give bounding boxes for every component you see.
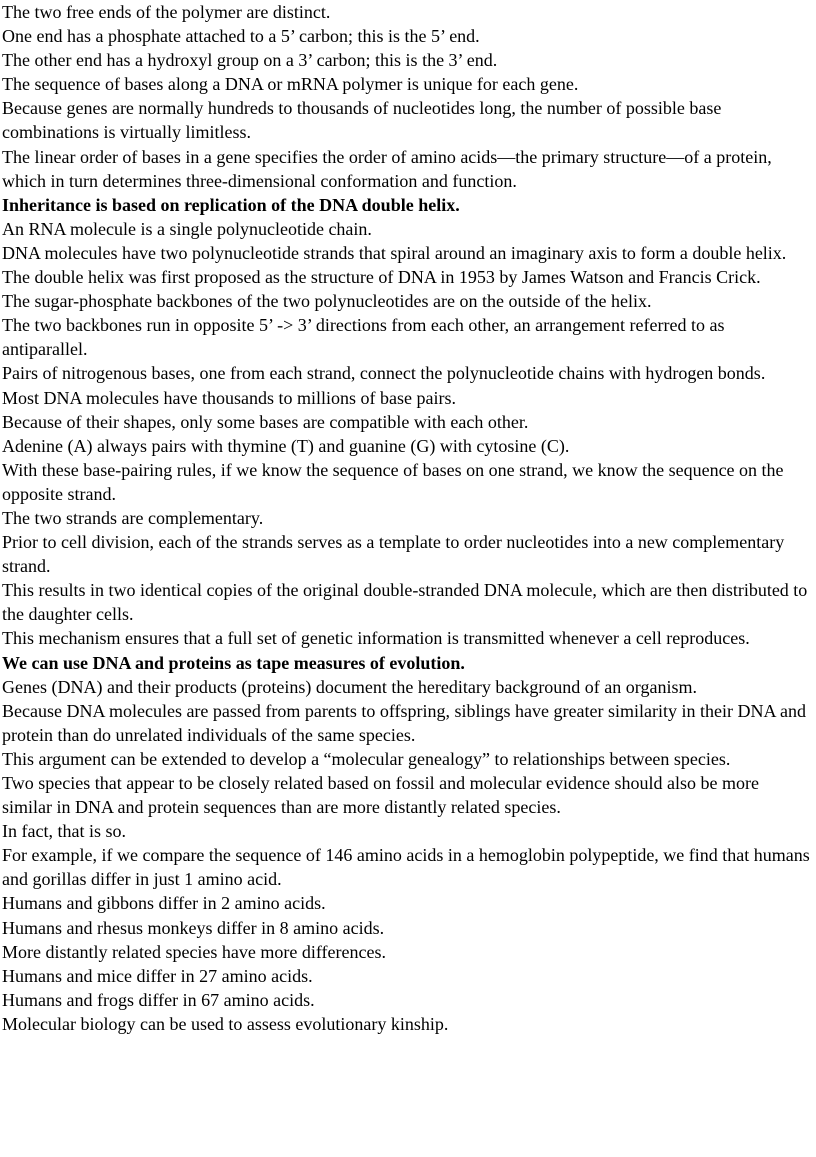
paragraph: This results in two identical copies of the original double-stranded DNA molecule, which are then distributed to the daughter cells. (2, 580, 808, 625)
paragraph: More distantly related species have more differences. (2, 941, 387, 962)
paragraph: One end has a phosphate attached to a 5’ carbon; this is the 5’ end. (2, 26, 480, 47)
paragraph: This argument can be extended to develop a “molecular genealogy” to relationships between species. (2, 748, 731, 769)
paragraph: Humans and gibbons differ in 2 amino acids. (2, 893, 326, 914)
paragraph: The linear order of bases in a gene specifies the order of amino acids—the primary structure—of a protein, which in turn determines three-dimensional conformation and function. (2, 146, 772, 191)
paragraph: Pairs of nitrogenous bases, one from each strand, connect the polynucleotide chains with hydrogen bonds. (2, 363, 766, 384)
paragraph: The sequence of bases along a DNA or mRNA polymer is unique for each gene. (2, 74, 579, 95)
section-heading: Inheritance is based on replication of the DNA double helix. (2, 194, 460, 215)
paragraph: Molecular biology can be used to assess evolutionary kinship. (2, 1013, 449, 1034)
paragraph: The double helix was first proposed as the structure of DNA in 1953 by James Watson and Francis Crick. (2, 267, 761, 288)
paragraph: With these base-pairing rules, if we know the sequence of bases on one strand, we know the sequence on the opposite strand. (2, 459, 784, 504)
paragraph: The two strands are complementary. (2, 507, 264, 528)
paragraph: Adenine (A) always pairs with thymine (T) and guanine (G) with cytosine (C). (2, 435, 570, 456)
paragraph: Genes (DNA) and their products (proteins) document the hereditary background of an organism. (2, 676, 697, 697)
paragraph: The other end has a hydroxyl group on a 3’ carbon; this is the 3’ end. (2, 50, 498, 71)
paragraph: Humans and frogs differ in 67 amino acids. (2, 989, 315, 1010)
paragraph: Humans and mice differ in 27 amino acids. (2, 965, 313, 986)
paragraph: For example, if we compare the sequence of 146 amino acids in a hemoglobin polypeptide, we find that humans and gorillas differ in just 1 amino acid. (2, 845, 810, 890)
paragraph: Humans and rhesus monkeys differ in 8 amino acids. (2, 917, 385, 938)
section-heading: We can use DNA and proteins as tape measures of evolution. (2, 652, 465, 673)
paragraph: Prior to cell division, each of the strands serves as a template to order nucleotides into a new complementary strand. (2, 532, 785, 577)
paragraph: The two backbones run in opposite 5’ -> 3’ directions from each other, an arrangement referred to as antiparallel. (2, 315, 725, 360)
paragraph: Two species that appear to be closely related based on fossil and molecular evidence should also be more similar in DNA and protein sequences than are more distantly related species. (2, 773, 759, 818)
paragraph: Most DNA molecules have thousands to millions of base pairs. (2, 387, 456, 408)
paragraph: This mechanism ensures that a full set of genetic information is transmitted whenever a cell reproduces. (2, 628, 750, 649)
paragraph: In fact, that is so. (2, 821, 126, 842)
paragraph: The sugar-phosphate backbones of the two polynucleotides are on the outside of the helix. (2, 291, 652, 312)
paragraph: The two free ends of the polymer are distinct. (2, 2, 331, 22)
paragraph: Because of their shapes, only some bases are compatible with each other. (2, 411, 529, 432)
paragraph: DNA molecules have two polynucleotide strands that spiral around an imaginary axis to form a double helix. (2, 242, 787, 263)
paragraph: An RNA molecule is a single polynucleotide chain. (2, 218, 372, 239)
paragraph: Because genes are normally hundreds to thousands of nucleotides long, the number of possible base combinations is virtually limitless. (2, 98, 722, 143)
paragraph: Because DNA molecules are passed from parents to offspring, siblings have greater similarity in their DNA and protein than do unrelated individuals of the same species. (2, 700, 806, 745)
document-body (2, 0, 812, 1036)
